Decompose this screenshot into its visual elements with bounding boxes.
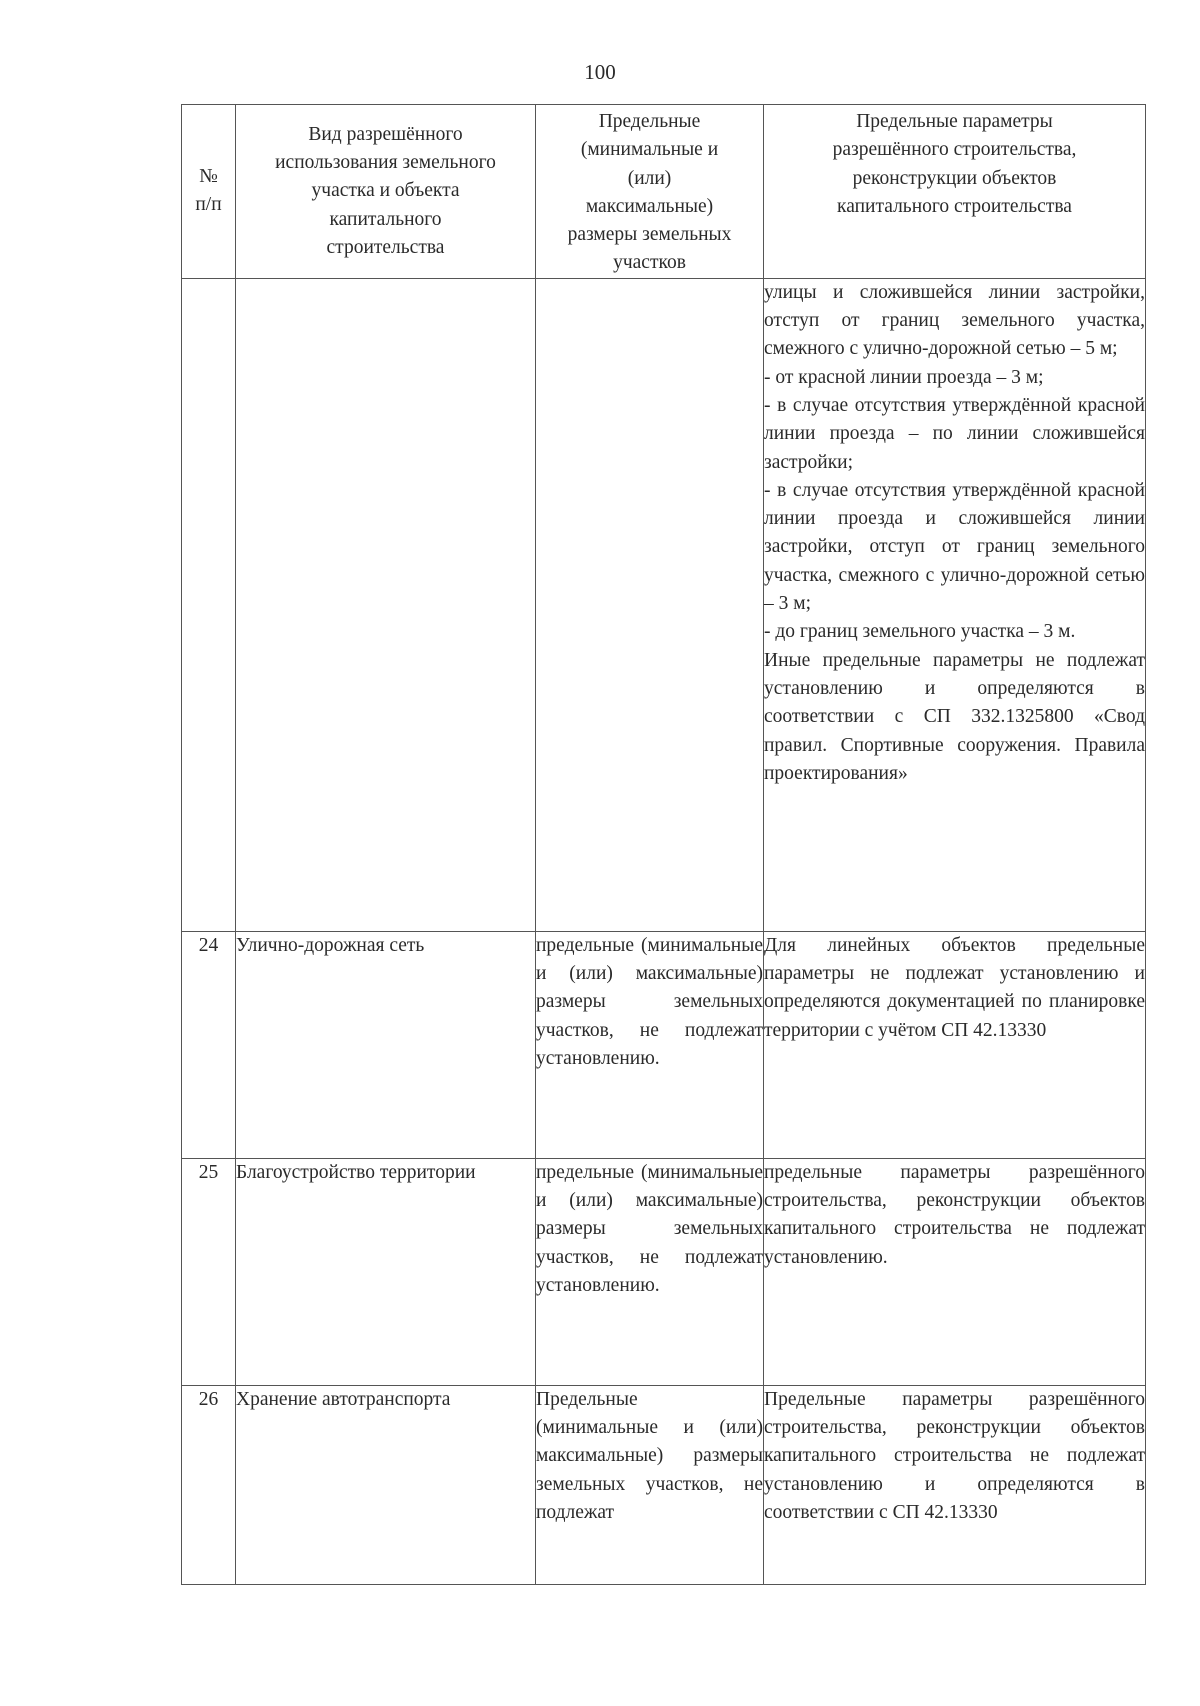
row-plot-sizes: Предельные (минимальные и (или) максимальные) размеры земельных участков, не подлежат	[536, 1385, 764, 1584]
row-use-kind: Хранение автотранспорта	[236, 1385, 536, 1584]
param-paragraph: - в случае отсутствия утверждённой красной линии проезда и сложившейся линии застройки, отступ от границ земельного участка, смежного с улично-дорожной сетью – 3 м;	[764, 479, 1145, 615]
row-parameters	[764, 278, 1146, 931]
table-header-row	[182, 105, 1146, 279]
row-use-kind: Благоустройство территории	[236, 1158, 536, 1385]
param-paragraph: - до границ земельного участка – 3 м.	[764, 621, 1076, 643]
page-number: 100	[584, 60, 616, 84]
header-parameters: Предельные параметры разрешённого строительства, реконструкции объектов капитального строительства	[764, 105, 1146, 279]
row-number: 24	[182, 931, 236, 1158]
param-paragraph: предельные параметры разрешённого строительства, реконструкции объектов капитального строительства не подлежат установлению.	[764, 1161, 1145, 1268]
row-use-kind: Улично-дорожная сеть	[236, 931, 536, 1158]
row-plot-sizes: предельные (минимальные и (или) максимальные) размеры земельных участков, не подлежат установлению.	[536, 1158, 764, 1385]
param-paragraph: Иные предельные параметры не подлежат установлению и определяются в соответствии с СП 332.1325800 «Свод правил. Спортивные сооружения. Правила проектирования»	[764, 649, 1145, 784]
row-parameters	[764, 1385, 1146, 1584]
table-row	[182, 1385, 1146, 1584]
row-plot-sizes: предельные (минимальные и (или) максимальные) размеры земельных участков, не подлежат установлению.	[536, 931, 764, 1158]
row-number: 25	[182, 1158, 236, 1385]
table-row	[182, 931, 1146, 1158]
row-number	[182, 278, 236, 931]
row-use-kind	[236, 278, 536, 931]
header-plot-sizes: Предельные (минимальные и (или) максимальные) размеры земельных участков	[536, 105, 764, 279]
header-number: № п/п	[182, 105, 236, 279]
param-paragraph: - в случае отсутствия утверждённой красной линии проезда – по линии сложившейся застройки;	[764, 394, 1145, 473]
param-paragraph: Предельные параметры разрешённого строительства, реконструкции объектов капитального строительства не подлежат установлению и определяются в соответствии с СП 42.13330	[764, 1388, 1145, 1523]
param-paragraph: Для линейных объектов предельные параметры не подлежат установлению и определяются документацией по планировке территории с учётом СП 42.13330	[764, 934, 1145, 1041]
row-parameters	[764, 931, 1146, 1158]
row-plot-sizes	[536, 278, 764, 931]
zoning-parameters-table	[181, 104, 1146, 1585]
param-paragraph: - от красной линии проезда – 3 м;	[764, 366, 1044, 388]
header-use-kind: Вид разрешённого использования земельного участка и объекта капитального строительства	[236, 105, 536, 279]
table-row	[182, 278, 1146, 931]
row-parameters	[764, 1158, 1146, 1385]
row-number: 26	[182, 1385, 236, 1584]
param-paragraph: улицы и сложившейся линии застройки, отступ от границ земельного участка, смежного с улично-дорожной сетью – 5 м;	[764, 281, 1145, 360]
table-row	[182, 1158, 1146, 1385]
